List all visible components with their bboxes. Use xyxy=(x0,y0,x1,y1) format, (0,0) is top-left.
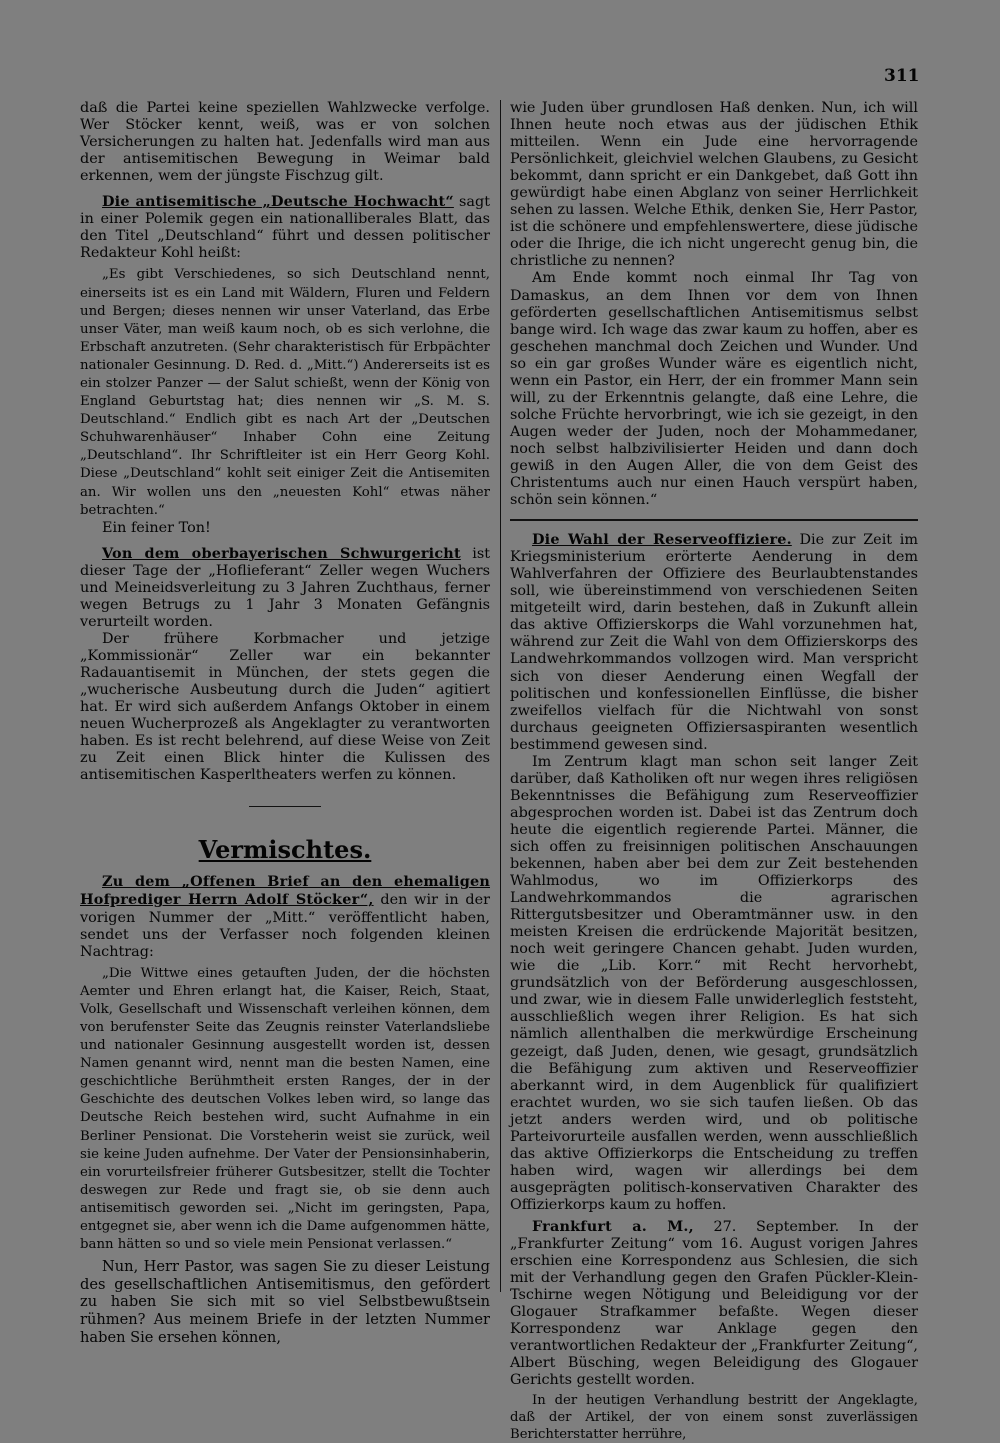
article-heading: Frankfurt a. M., xyxy=(532,1218,694,1235)
article-heading: Die Wahl der Reserveoffiziere. xyxy=(532,531,792,549)
article-reserveoffiziere xyxy=(510,531,918,754)
article-body: ist dieser Tage der „Hoflieferant“ Zeller wegen Wuchers und Meineidsverleitung zu 3 Jahren Zuchthaus, ferner wegen Betrugs zu 1 Jahr 3 Monaten Gefängnis verurteilt worden. xyxy=(80,545,490,630)
section-separator xyxy=(510,519,918,521)
block-quote: „Die Wittwe eines getauften Juden, der die höchsten Aemter und Ehren erlangt hat, die Kaiser, Reich, Staat, Volk, Gesellschaft und Wissenschaft verleihen können, dem von berufenster Seite das Zeugnis reinster Vaterlandsliebe und nationaler Gesinnung ausgestellt worden ist, dessen Namen genannt wird, nennt man die besten Namen, eine geschichtliche Berühmtheit ersten Ranges, der in der Geschichte des deutschen Volkes leben wird, so lange das Deutsche Reich bestehen wird, sucht Aufnahme in ein Berliner Pensionat. Die Vorsteherin weist sie zurück, weil sie keine Juden aufnehme. Der Vater der Pensionsinhaberin, ein vorurteilsfreier früherer Gutsbesitzer, stellt die Tochter deswegen zur Rede und fragt sie, ob sie denn auch antisemitisch geworden sei. „Nicht im geringsten, Papa, entgegnet sie, aber wenn ich die Dame aufgenommen hätte, bann hätten so und so viele mein Pensionat verlassen.“ xyxy=(80,965,490,1253)
column-divider xyxy=(500,100,501,1292)
article-hochwacht xyxy=(80,193,490,262)
article-paragraph: Am Ende kommt noch einmal Ihr Tag von Damaskus, an dem Ihnen vor dem von Ihnen geförderten gesellschaftlichen Antisemitismus selbst bange wird. Ich wage das zwar kaum zu hoffen, aber es geschehen manchmal doch Zeichen und Wunder. Und so ein gar großes Wunder wäre es eigentlich nicht, wenn ein Pastor, ein Herr, der ein frommer Mann sein will, zu der Erkenntnis gelangte, daß eine Lehre, die solche Früchte hervorbringt, wie ich sie gezeigt, in den Augen weder der Juden, noch der Mohammedaner, noch selbst halbzivilisierter Heiden und dann doch gewiß in den Augen Aller, die von dem Geist des Christentums auch nur einen Hauch verspürt haben, schön sein können.“ xyxy=(510,270,918,509)
section-separator xyxy=(249,806,321,807)
article-remark: Ein feiner Ton! xyxy=(102,519,211,536)
section-title: Vermischtes. xyxy=(198,835,372,865)
article-body: den wir in der vorigen Nummer der „Mitt.“ veröffentlicht haben, sendet uns der Verfasser noch folgenden kleinen Nachtrag: xyxy=(80,892,491,960)
article-body: sagt in einer Polemik gegen ein nationalliberales Blatt, das den Titel „Deutschland“ führt und dessen politischer Redakteur Kohl heißt: xyxy=(80,194,491,262)
article-paragraph: Der frühere Korbmacher und jetzige „Kommissionär“ Zeller war ein bekannter Radauantisemit in München, der stets gegen die „wucherische Ausbeutung durch die Juden“ agitiert hat. Er wird sich außerdem Anfangs Oktober in einem neuen Wucherprozeß als Angeklagter zu verantworten haben. Es ist recht belehrend, auf diese Weise von Zeit zu Zeit einen Blick hinter die Kulissen des antisemitischen Kasperltheaters werfen zu können. xyxy=(80,631,490,784)
article-paragraph: Im Zentrum klagt man schon seit langer Zeit darüber, daß Katholiken oft nur wegen ihres religiösen Bekenntnisses die Befähigung zum Reserveoffizier abgesprochen worden ist. Dabei ist das Zentrum doch heute die eigentlich regierende Partei. Männer, die sich offen zu freisinnigen politischen Anschauungen bekennen, haben aber bei dem zur Zeit bestehenden Wahlmodus, wo im Offizierkorps des Landwehrkommandos die agrarischen Rittergutsbesitzer und Oberamtmänner usw. in den meisten Kreisen die erdrückende Majorität besitzen, noch weit geringere Chancen gehabt. Juden wurden, wie die „Lib. Korr.“ mit Recht hervorhebt, grundsätzlich von der Beförderung ausgeschlossen, und zwar, wie in diesem Falle unwiderleglich feststeht, ausschließlich wegen ihrer Religion. Es hat sich nämlich allenthalben die merkwürdige Erscheinung gezeigt, daß Juden, denen, wie gesagt, grundsätzlich die Befähigung zum aktiven und Reserveoffizier aberkannt wird, in dem Augenblick für qualifiziert erachtet wurden, wo sie sich taufen ließen. Ob das jetzt anders werden wird, und ob politische Parteivorurteile ausfallen werden, wenn ausschließlich das aktive Offizierkorps die Entscheidung zu treffen haben wird, wagen wir allerdings bei dem ausgeprägten politisch-konservativen Charakter des Offizierkorps kaum zu hoffen. xyxy=(510,753,918,1213)
article-heading: Die antisemitische „Deutsche Hochwacht“ xyxy=(102,193,454,211)
article-continuation: daß die Partei keine speziellen Wahlzwecke verfolge. Wer Stöcker kennt, weiß, was er von solchen Versicherungen zu halten hat. Jedenfalls wird man aus der antisemitischen Bewegung in Weimar bald erkennen, wem der jüngste Fischzug gilt. xyxy=(80,100,490,185)
right-column xyxy=(510,100,918,1443)
article-schwurgericht xyxy=(80,545,490,631)
page-number: 311 xyxy=(884,66,920,86)
article-paragraph: In der heutigen Verhandlung bestritt der Angeklagte, daß der Artikel, der von einem sonst zuverlässigen Berichterstatter herrühre, xyxy=(510,1393,918,1442)
block-quote: „Es gibt Verschiedenes, so sich Deutschland nennt, einerseits ist es ein Land mit Wäldern, Fluren und Feldern und Bergen; dieses nennen wir unser Vaterland, das Erbe unser Väter, man weiß kaum noch, ob es sich verlohne, die Erbschaft anzutreten. (Sehr charakteristisch für Erbpächter nationaler Gesinnung. D. Red. d. „Mitt.“) Andererseits ist es ein stolzer Panzer — der Salut schießt, wenn der König von England Geburtstag hat; dies nennen wir „S. M. S. Deutschland.“ Endlich gibt es nach Art der „Deutschen Schuhwarenhäuser“ Inhaber Cohn eine Zeitung „Deutschland“. Ihr Schriftleiter ist ein Herr Georg Kohl. Diese „Deutschland“ kohlt seit einiger Zeit die Antisemiten an. Wir wollen uns den „neuesten Kohl“ etwas näher betrachten.“ xyxy=(80,267,490,518)
article-frankfurt xyxy=(510,1218,918,1389)
article-continuation: wie Juden über grundlosen Haß denken. Nun, ich will Ihnen heute noch etwas aus der jüdischen Ethik mitteilen. Wenn ein Jude eine hervorragende Persönlichkeit, gleichviel welchen Glaubens, zu Gesicht bekommt, dann spricht er ein Dankgebet, daß Gott ihn gewürdigt habe einen Abglanz von seiner Herrlichkeit sehen zu lassen. Welche Ethik, denken Sie, Herr Pastor, ist die schönere und empfehlenswertere, diese jüdische oder die Ihrige, die ich nicht ungerecht genug bin, die christliche zu nennen? xyxy=(510,100,918,270)
left-column xyxy=(80,100,490,1346)
article-offener-brief xyxy=(80,873,490,960)
article-body: 27. September. In der „Frankfurter Zeitung“ vom 16. August vorigen Jahres erschien eine Korrespondenz aus Schlesien, die sich mit der Verhandlung gegen den Grafen Pückler-Klein-Tschirne wegen Nötigung und Beleidigung vor der Glogauer Strafkammer befaßte. Wegen dieser Korrespondenz war Anklage gegen den verantwortlichen Redakteur der „Frankfurter Zeitung“, Albert Büsching, wegen Beleidigung des Glogauer Gerichts gestellt worden. xyxy=(510,1219,918,1389)
article-body: Die zur Zeit im Kriegsministerium erörterte Aenderung in dem Wahlverfahren der Offiziere des Beurlaubtenstandes soll, wie übereinstimmend von verschiedenen Seiten mitgeteilt wird, darin bestehen, daß in Zukunft allein das aktive Offizierskorps die Wahl vorzunehmen hat, während zur Zeit die Wahl von dem Offizierskorps des Landwehrkommandos vollzogen wird. Man verspricht sich von dieser Aenderung einen Wegfall der politischen und konfessionellen Einflüsse, die bisher zweifellos vielfach für die Nichtwahl von sonst durchaus geeigneten Offiziersaspiranten wesentlich bestimmend gewesen sind. xyxy=(510,532,918,753)
article-heading: Von dem oberbayerischen Schwurgericht xyxy=(102,544,461,562)
article-paragraph: Nun, Herr Pastor, was sagen Sie zu dieser Leistung des gesellschaftlichen Antisemitismus, den gefördert zu haben Sie sich mit so viel Selbstbewußtsein rühmen? Aus meinem Briefe in der letzten Nummer haben Sie ersehen können, xyxy=(80,1258,490,1346)
article-heading: Zu dem „Offenen Brief an den ehemaligen Hofprediger Herrn Adolf Stöcker“, xyxy=(80,873,490,909)
